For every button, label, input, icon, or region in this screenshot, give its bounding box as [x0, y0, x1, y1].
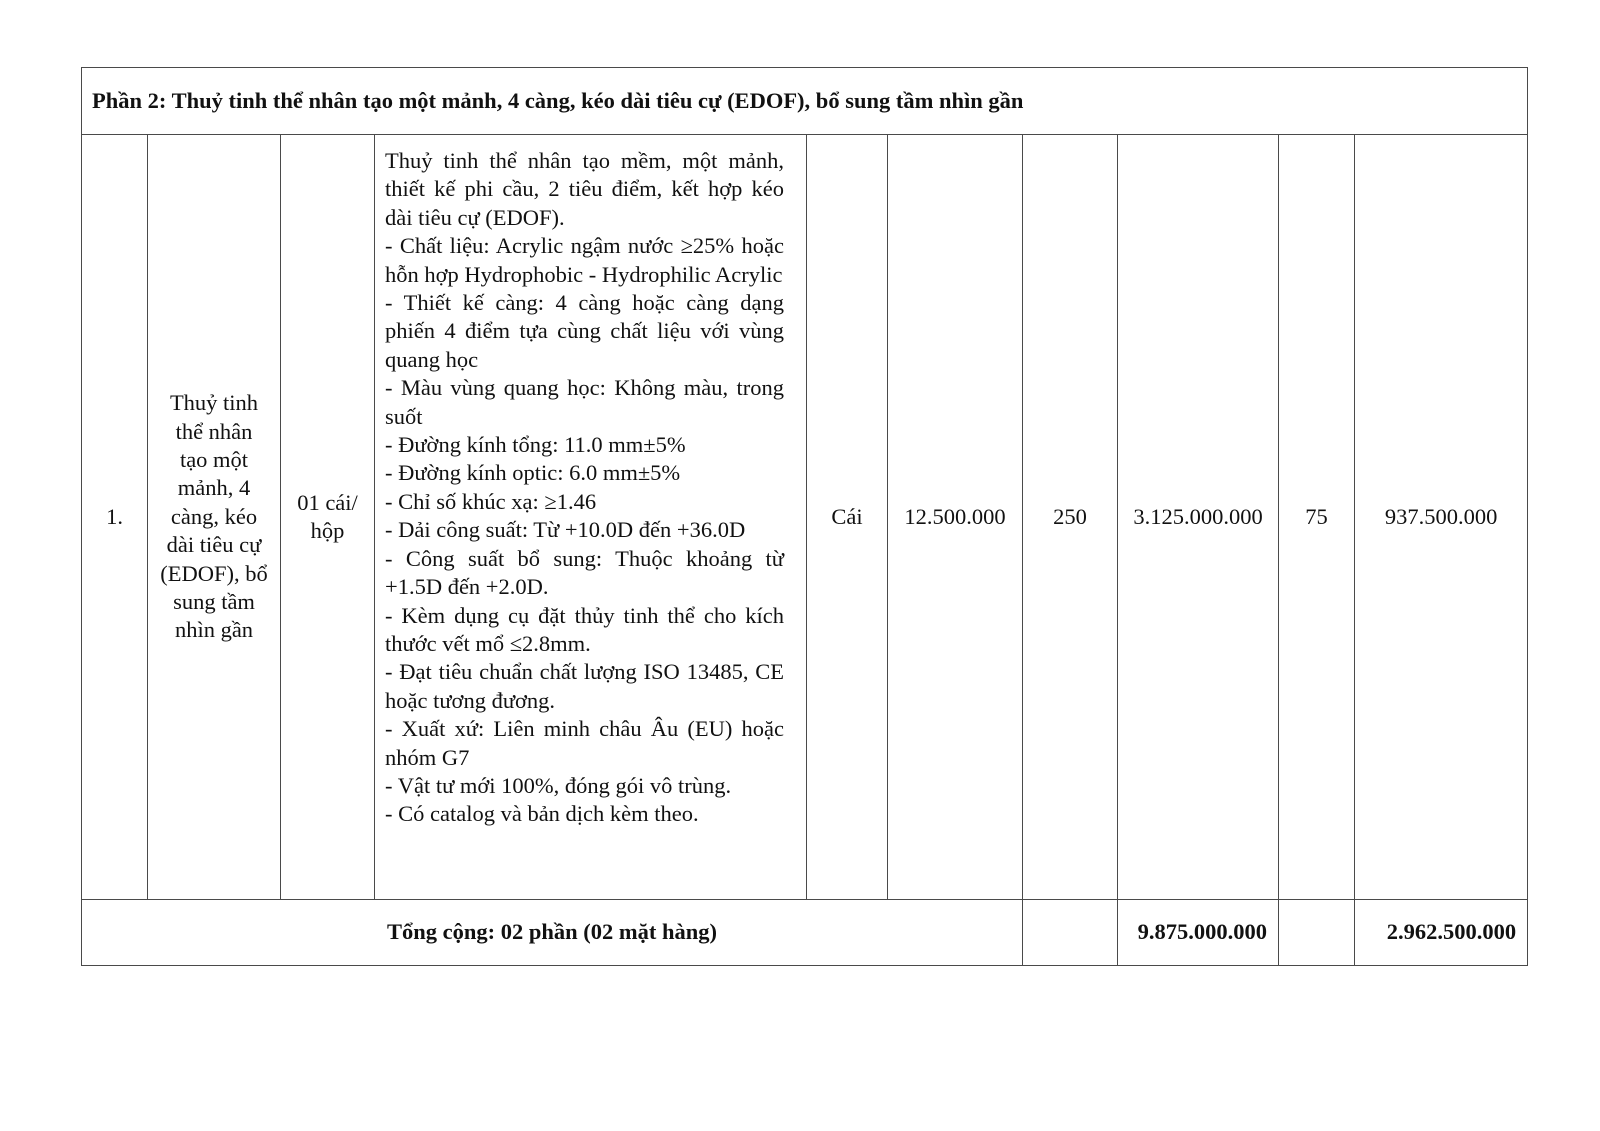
item-quantity: 250	[1023, 135, 1118, 900]
section-title: Phần 2: Thuỷ tinh thể nhân tạo một mảnh, 4 càng, kéo dài tiêu cự (EDOF), bổ sung tầm nhìn gần	[82, 68, 1528, 135]
item-amount: 3.125.000.000	[1118, 135, 1279, 900]
description-line: - Thiết kế càng: 4 càng hoặc càng dạng phiến 4 điểm tựa cùng chất liệu với vùng quang học	[385, 290, 784, 372]
item-unit-price: 12.500.000	[888, 135, 1023, 900]
item-name: Thuỷ tinh thể nhân tạo một mảnh, 4 càng, kéo dài tiêu cự (EDOF), bổ sung tầm nhìn gần	[148, 135, 281, 900]
total-col10: 2.962.500.000	[1355, 900, 1528, 966]
description-line: - Chỉ số khúc xạ: ≥1.46	[385, 488, 597, 514]
description-line: - Dải công suất: Từ +10.0D đến +36.0D	[385, 517, 746, 543]
description-line: - Xuất xứ: Liên minh châu Âu (EU) hoặc nhóm G7	[385, 716, 784, 770]
total-empty-cell	[1023, 900, 1118, 966]
total-label: Tổng cộng: 02 phần (02 mặt hàng)	[82, 900, 1023, 966]
description-line: - Đường kính tổng: 11.0 mm±5%	[385, 432, 686, 458]
description-line: - Công suất bổ sung: Thuộc khoảng từ +1.5D đến +2.0D.	[385, 545, 784, 600]
description-line: - Đạt tiêu chuẩn chất lượng ISO 13485, CE hoặc tương đương.	[385, 659, 784, 713]
description-line: - Màu vùng quang học: Không màu, trong suốt	[385, 375, 784, 429]
item-unit: Cái	[807, 135, 888, 900]
total-empty-cell	[1279, 900, 1355, 966]
description-line: - Có catalog và bản dịch kèm theo.	[385, 801, 699, 827]
item-packing: 01 cái/ hộp	[281, 135, 375, 900]
section-header-row	[82, 68, 1528, 135]
item-description	[375, 135, 807, 900]
item-number: 1.	[82, 135, 148, 900]
description-line: - Chất liệu: Acrylic ngậm nước ≥25% hoặc hỗn hợp Hydrophobic - Hydrophilic Acrylic	[385, 233, 784, 287]
total-amount: 9.875.000.000	[1118, 900, 1279, 966]
table-row	[82, 135, 1528, 900]
item-col9: 75	[1279, 135, 1355, 900]
description-line: - Đường kính optic: 6.0 mm±5%	[385, 460, 681, 486]
description-line: - Kèm dụng cụ đặt thủy tinh thể cho kích thước vết mổ ≤2.8mm.	[385, 602, 784, 656]
bid-items-table	[81, 67, 1528, 966]
total-row	[82, 900, 1528, 966]
description-line: Thuỷ tinh thể nhân tạo mềm, một mảnh, thiết kế phi cầu, 2 tiêu điểm, kết hợp kéo dài tiêu cự (EDOF).	[385, 148, 784, 230]
description-line: - Vật tư mới 100%, đóng gói vô trùng.	[385, 772, 732, 798]
item-col10: 937.500.000	[1355, 135, 1528, 900]
